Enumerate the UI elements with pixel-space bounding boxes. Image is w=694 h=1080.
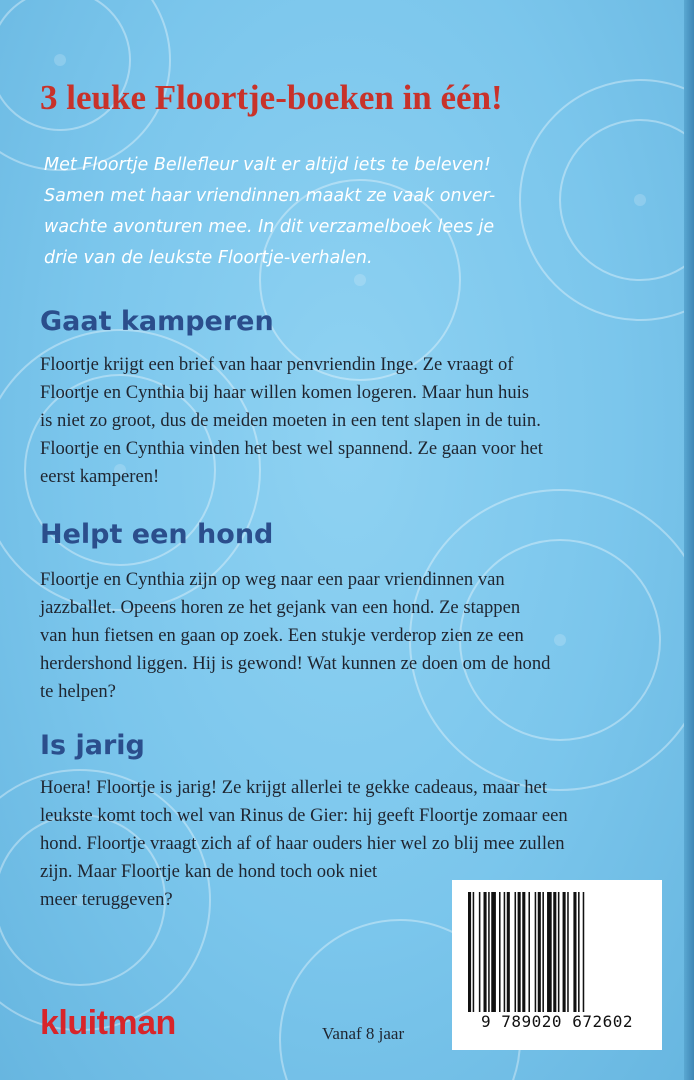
intro-line: drie van de leukste Floortje-verhalen.: [44, 248, 373, 268]
barcode: [452, 880, 662, 1050]
text-line: eerst kamperen!: [40, 466, 160, 487]
publisher-logo: kluitman: [40, 1004, 176, 1042]
text-line: Floortje en Cynthia vinden het best wel spannend. Ze gaan voor het: [40, 438, 543, 459]
text-line: is niet zo groot, dus de meiden moeten in een tent slapen in de tuin.: [40, 410, 541, 431]
text-line: leukste komt toch wel van Rinus de Gier: hij geeft Floortje zomaar een: [40, 805, 568, 826]
intro-text: [44, 150, 664, 274]
section-title-helpt-een-hond: Helpt een hond: [40, 519, 274, 550]
section-text-helpt-een-hond: [40, 566, 670, 706]
text-line: zijn. Maar Floortje kan de hond toch ook niet: [40, 861, 378, 882]
text-line: herdershond liggen. Hij is gewond! Wat kunnen ze doen om de hond: [40, 653, 551, 674]
headline: 3 leuke Floortje-boeken in één!: [40, 78, 503, 117]
text-line: te helpen?: [40, 681, 116, 702]
section-title-gaat-kamperen: Gaat kamperen: [40, 306, 274, 337]
age-label: Vanaf 8 jaar: [322, 1024, 405, 1043]
text-line: Floortje en Cynthia bij haar willen komen logeren. Maar hun huis: [40, 382, 530, 403]
text-line: hond. Floortje vraagt zich af of haar ouders hier wel zo blij mee zullen: [40, 833, 565, 854]
intro-line: Met Floortje Bellefleur valt er altijd iets te beleven!: [44, 155, 491, 175]
text-line: Hoera! Floortje is jarig! Ze krijgt allerlei te gekke cadeaus, maar het: [40, 777, 547, 798]
section-title-is-jarig: Is jarig: [40, 730, 145, 761]
barcode-bars: [464, 892, 650, 1012]
text-line: van hun fietsen en gaan op zoek. Een stukje verderop zien ze een: [40, 625, 524, 646]
intro-line: Samen met haar vriendinnen maakt ze vaak onver-: [44, 186, 496, 206]
intro-line: wachte avonturen mee. In dit verzamelboek lees je: [44, 217, 495, 237]
text-line: Floortje en Cynthia zijn op weg naar een paar vriendinnen van: [40, 569, 505, 590]
text-line: jazzballet. Opeens horen ze het gejank van een hond. Ze stappen: [40, 597, 521, 618]
barcode-number: 9 789020 672602: [481, 1012, 633, 1031]
section-text-gaat-kamperen: [40, 351, 670, 491]
text-line: Floortje krijgt een brief van haar penvriendin Inge. Ze vraagt of: [40, 354, 514, 375]
text-line: meer teruggeven?: [40, 889, 173, 910]
